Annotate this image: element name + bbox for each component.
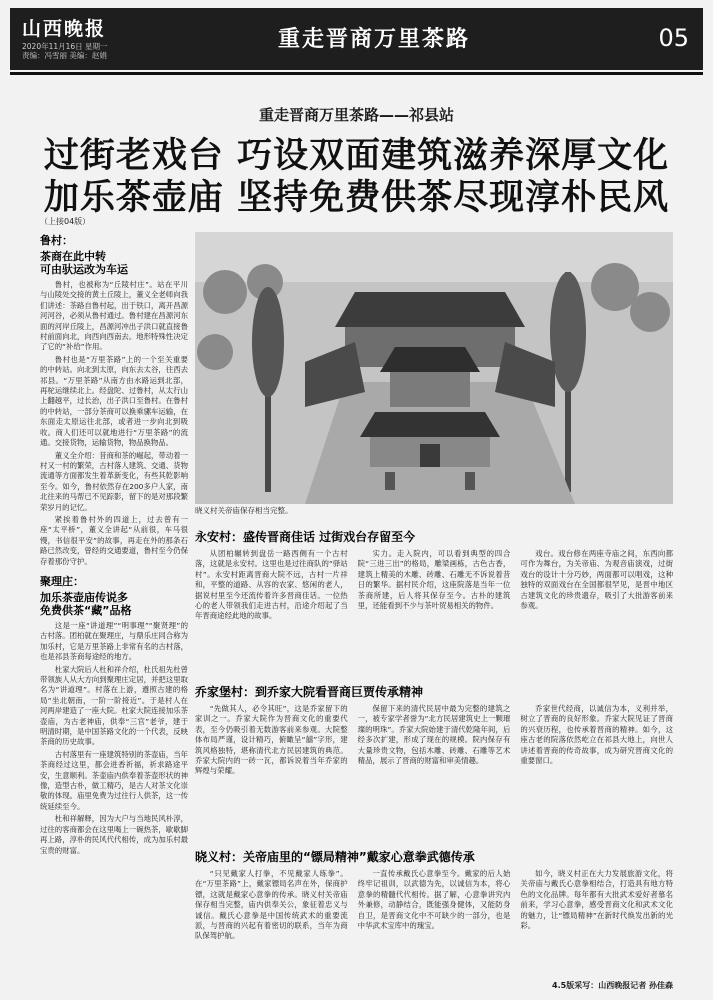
- masthead-rule: [10, 72, 703, 75]
- paragraph: 紧挨着鲁村外的四道上，过去曾有一座“太平桥”，董义全讲起“从前很，车马很慢，书信很平安”的故事，再走在外的那条石路已然改变，曾经的交通要道，鲁村至今仍保存着那份守护。: [40, 514, 188, 566]
- photo-caption: 晓义村关帝庙保存相当完整。: [195, 506, 293, 515]
- section-subtitle: 加乐茶壶庙传说多 免费供茶“藏”品格: [40, 590, 132, 617]
- paragraph: 戏台。戏台修在两座寺庙之间，东西向都可作为舞台，为关帝庙、为观音庙演戏，过街戏台的设计十分巧妙，两面都可以唱戏，这种独特的双面戏台在全国都很罕见，是晋中地区古建筑文化的珍贵遗存，吸引了大批游客前来参观。: [520, 549, 674, 611]
- headline-line-2: 加乐茶壶庙 坚持免费供茶尽现淳朴民风: [43, 177, 670, 218]
- masthead: [10, 8, 703, 70]
- section-title: 聚理庄：: [40, 574, 84, 588]
- left-column: [40, 232, 188, 858]
- paragraph: 乔家世代经商，以诚信为本，义利并举，树立了晋商的良好形象。乔家大院见证了晋商的兴衰历程，也传承着晋商的精神。如今，这座古老的院落依然屹立在祁县大地上，向世人讲述着晋商的传奇故事，成为研究晋商文化的重要窗口。: [520, 704, 674, 766]
- paragraph: 鲁村，也被称为“丘陵村庄”。站在平川与山陵处交接的黄土丘陵上，董义全老师向我们讲述：茶路自鲁村起，出于铁口，离开昌源河河谷，必须从鲁村通过。鲁村建在昌源河东面的河岸丘陵上，昌源河冲出子洪口就直接鲁村前面向北，向西向西南去。地形特殊性决定了它的“补给”作用。: [40, 280, 188, 352]
- section-title: 晓义村：关帝庙里的“镖局精神”戴家心意拳武德传承: [195, 850, 475, 864]
- continued-note: （上接04版）: [40, 217, 91, 226]
- section-xiaoyi-village: [195, 848, 673, 944]
- newspaper-logo: 山西晚报: [22, 18, 107, 40]
- paragraph: 古村落里有一座建筑特别的茶壶庙，当年茶商经过这里，都会进香祈福，祈求路途平安，生意顺利。茶壶庙内供奉着茶壶形状的神像，造型古朴，做工精巧，是古人对茶文化崇敬的体现。庙里免费为过往行人供茶，这一传统延续至今。: [40, 749, 188, 811]
- paragraph: 从团柏辗转到盘岳一路西侧有一个古村落，这就是永安村。这里也是过往商队的“驿站村”。永安村距离晋商大院不远，古村一片祥和，平整的道路、从容的农家、悠闲的老人，据说村里至今还流传着许多晋商佳话。一位热心的老人带领我们走进古村，沿途介绍起了当年晋商途经此地的故事。: [195, 549, 348, 621]
- paragraph: 如今，晓义村正在大力发展旅游文化，将关帝庙与戴氏心意拳相结合，打造具有地方特色的文化品牌。每年都有大批武术爱好者慕名前来，学习心意拳，感受晋商文化和武术文化的魅力，让“镖局精神”在新时代焕发出新的光彩。: [520, 869, 674, 931]
- paragraph: 董义全介绍：昔商和茶的崛起，带动着一村又一村的繁荣，古村落人建筑、交通、货物流通等方面都发生着革新变化，有些其乾影响至今。如今，鲁村依然存在200多户人家，南北往来的马帮已不见踪影，留下的是对那段繁荣岁月的记忆。: [40, 450, 188, 512]
- temple-illustration: [195, 232, 673, 504]
- section-subtitle: 茶商在此中转 可由驮运改为车运: [40, 250, 128, 276]
- paragraph: 杜和祥解释，因为大户与当地民风朴淳，过往的客商都会在这里喝上一碗热茶，歇歇脚再上路，淳朴的民风代代相传，成为加乐村最宝贵的财富。: [40, 814, 188, 855]
- masthead-meta: [22, 42, 108, 60]
- paragraph: 实力。走入院内，可以看到典型的四合院“三进三出”的格局，雕梁画栋，古色古香，建筑上精美的木雕、砖雕、石雕无不诉说着昔日的繁华。据村民介绍，这座院落是当年一位茶商所建，后人将其保存至今。古朴的建筑里，还能看到不少与茶叶贸易相关的物件。: [357, 549, 511, 611]
- section-yongan-village: [195, 528, 673, 624]
- column-title: 重走晋商万里茶路: [278, 26, 471, 52]
- author-credit: 4.5版采写：山西晚报记者 孙佳森: [552, 981, 673, 990]
- date-line: 2020年11月16日 星期一: [22, 42, 108, 51]
- section-title: 永安村：盛传晋商佳话 过街戏台存留至今: [195, 530, 416, 544]
- section-title: 鲁村：: [40, 234, 73, 247]
- section-qiaojiabao-village: [195, 683, 673, 779]
- paragraph: “只见戴家人打拳，不见戴家人练拳”。在“万里茶路”上，戴家镖局名声在外，保商护镖，这就是戴家心意拳的传承。晓义村关帝庙保存相当完整，庙内供奉关公，象征着忠义与诚信。戴氏心意拳是中国传统武术的重要流派，与晋商的兴起有着密切的联系，当年为商队保驾护航。: [195, 869, 348, 941]
- section-title: 乔家堡村：到乔家大院看晋商巨贾传承精神: [195, 685, 424, 699]
- section-juli-village: [40, 573, 188, 856]
- paragraph: 一直传承戴氏心意拳至今。戴家的后人始终牢记祖训，以武德为先，以诚信为本，将心意拳的精髓代代相传。据了解，心意拳讲究内外兼修，动静结合，既能强身健体，又能防身自卫，是晋商文化中不可缺少的一部分，也是中华武术宝库中的瑰宝。: [357, 869, 511, 931]
- editor-line: 责编：冯雪丽 美编：赵娟: [22, 51, 107, 60]
- section-lu-village: [40, 232, 188, 567]
- paragraph: “先做其人，必令其旺”，这是乔家留下的家训之一。乔家大院作为晋商文化的重要代表，至今仍吸引着无数游客前来参观。大院整体布局严谨，设计精巧，俯瞰呈“囍”字形，建筑风格独特，堪称清代北方民居建筑的典范。乔家大院内的一砖一瓦，都诉说着当年乔家的辉煌与荣耀。: [195, 704, 348, 776]
- paragraph: 鲁村也是“万里茶路”上的一个至关重要的中转站。向北到太原，向东去太谷，往西去祁县。“万里茶路”从南方由水路运到北部，再驼运继续北上。经盘陀、过鲁村，从太行山上翻越平，过长治，出子洪口至鲁村。在鲁村的中转站，一部分茶商可以换乘骡车运输，在东面走太原运往北部，或者进一步向北到吸收。商人们还可以就地进行“万里茶路”的流通。交接货物，运输货物，物品换物品。: [40, 354, 188, 448]
- headline-line-1: 过街老戏台 巧设双面建筑滋养深厚文化: [43, 135, 670, 176]
- paragraph: 这是一座“讲道理”“明事理”“聚贤理”的古村落。团柏就在聚理庄，与鼎乐庄同合称为加乐村，它是万里茶路上非常有名的古村落，也是祁县茶商每途经的地方。: [40, 620, 188, 662]
- paragraph: 杜家大院后人杜和祥介绍，杜氏祖先杜曾带领族人从大方向到聚理庄定居，并把这里取名为“讲道理”。村落在上游，遵照古建的格局“坐北朝南，一阶一阶接近”。于是村人在河两岸建造了一座大院。杜家大院连接加乐茶壶庙，为古老神庙，供奉“三官”老爷，建于明清时期，是中国茶路文化的一个代表，反映茶商的历史故事。: [40, 664, 188, 747]
- page-number: 05: [658, 24, 689, 52]
- temple-photo: [195, 232, 673, 504]
- paragraph: 保留下来的清代民居中最为完整的建筑之一，被专家学者誉为“北方民居建筑史上一颗璀璨的明珠”。乔家大院始建于清代乾隆年间，后经多次扩建，形成了现在的规模。院内保存有大量珍贵文物，包括木雕、砖雕、石雕等艺术精品，展示了晋商的财富和审美情趣。: [357, 704, 511, 766]
- kicker: 重走晋商万里茶路——祁县站: [258, 106, 454, 124]
